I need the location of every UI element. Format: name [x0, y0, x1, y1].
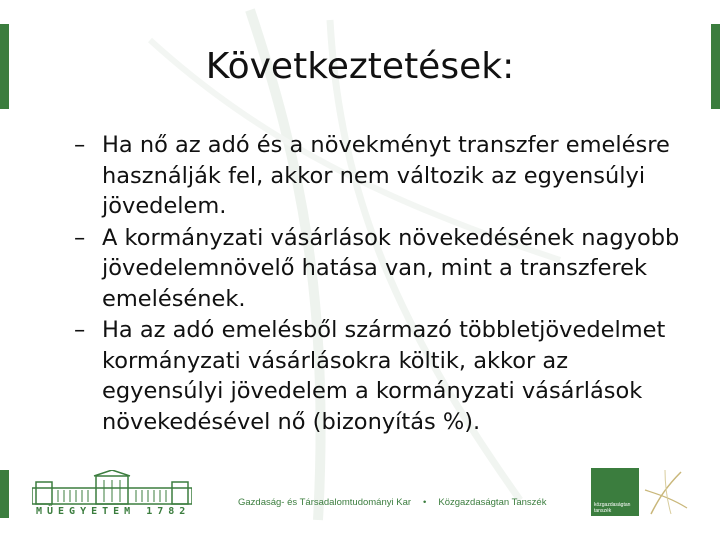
footer-credits [238, 497, 546, 508]
footer-separator: • [423, 497, 427, 508]
bullet-line: Ha nő az adó és a növekményt transzfer emelésre [102, 132, 670, 158]
bullet-line: növekedésével nő (bizonyítás %). [102, 408, 481, 435]
bullet-item-2 [74, 223, 694, 315]
bullet-line: jövedelemnövelő hatása van, mint a transzferek [102, 255, 648, 281]
bullet-line: jövedelem. [102, 193, 227, 219]
bullet-marker: – [74, 317, 86, 343]
left-accent-bar-bottom [0, 470, 9, 518]
bullet-marker: – [74, 132, 86, 158]
swirl-logo-icon [641, 468, 689, 516]
university-building-logo [32, 470, 192, 506]
bullet-line: használják fel, akkor nem változik az egyensúlyi [102, 162, 646, 189]
bullet-line: Ha az adó emelésből származó többletjövedelmet [102, 317, 666, 343]
department-name: Közgazdaságtan Tanszék [438, 497, 547, 508]
university-logo-text: MŰEGYETEM 1782 [36, 506, 191, 517]
bullet-list [74, 130, 694, 438]
bullet-line: emelésének. [102, 285, 246, 312]
department-logo [591, 468, 639, 516]
bullet-marker: – [74, 224, 86, 251]
department-logo-label: közgazdaságtan tanszék [594, 502, 631, 514]
bullet-item-3 [74, 315, 694, 437]
bullet-line: egyensúlyi jövedelem a kormányzati vásárlások [102, 378, 643, 404]
bullet-line: kormányzati vásárlásokra költik, akkor az [102, 347, 569, 374]
bullet-item-1 [74, 130, 694, 222]
bullet-line: A kormányzati vásárlások növekedésének nagyobb [102, 224, 680, 251]
faculty-name: Gazdaság- és Társadalomtudományi Kar [238, 497, 412, 508]
slide-title: Következtetések: [205, 46, 515, 87]
